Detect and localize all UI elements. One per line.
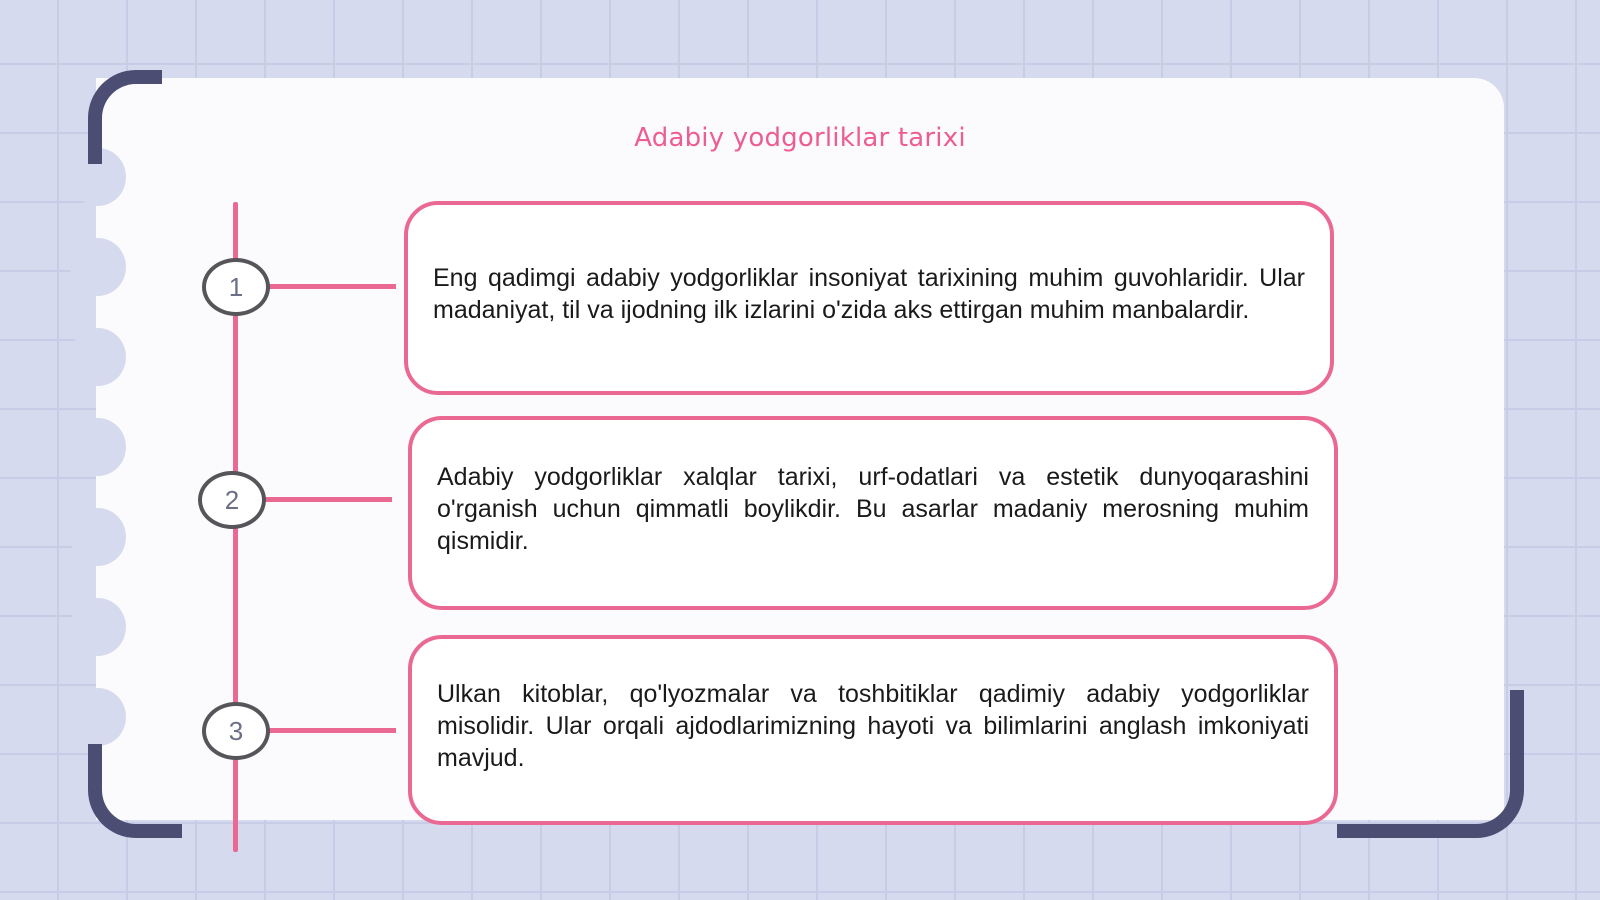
- paper-notch: [70, 238, 126, 296]
- timeline-marker-3: 3: [202, 702, 270, 760]
- timeline-marker-2: 2: [198, 471, 266, 529]
- corner-bracket-bottom-left: [88, 744, 182, 838]
- timeline-marker-1: 1: [202, 258, 270, 316]
- paper-notch: [70, 418, 126, 476]
- paper-notch: [70, 598, 126, 656]
- timeline-connector: [264, 728, 396, 733]
- timeline-connector: [260, 497, 392, 502]
- timeline-connector: [264, 284, 396, 289]
- paper-notch: [70, 508, 126, 566]
- timeline-card-2: [408, 416, 1338, 610]
- timeline-card-text: Ulkan kitoblar, qo'lyozmalar va toshbitiklar qadimiy adabiy yodgorliklar misolidir. Ular orqali ajdodlarimizning hayoti va bilimlarini anglash imkoniyati mavjud.: [437, 680, 1309, 772]
- corner-bracket-bottom-right: [1337, 690, 1524, 838]
- paper-notch: [70, 328, 126, 386]
- timeline-card-3: [408, 635, 1338, 825]
- timeline-card-1: [404, 201, 1334, 395]
- timeline-card-text: Eng qadimgi adabiy yodgorliklar insoniyat tarixining muhim guvohlaridir. Ular madaniyat, til va ijodning ilk izlarini o'zida aks ettirgan muhim manbalardir.: [433, 264, 1305, 324]
- slide-title: Adabiy yodgorliklar tarixi: [634, 123, 966, 153]
- paper-notch: [70, 688, 126, 746]
- timeline-card-text: Adabiy yodgorliklar xalqlar tarixi, urf-odatlari va estetik dunyoqarashini o'rganish uchun qimmatli boylikdir. Bu asarlar madaniy merosning muhim qismidir.: [437, 463, 1309, 555]
